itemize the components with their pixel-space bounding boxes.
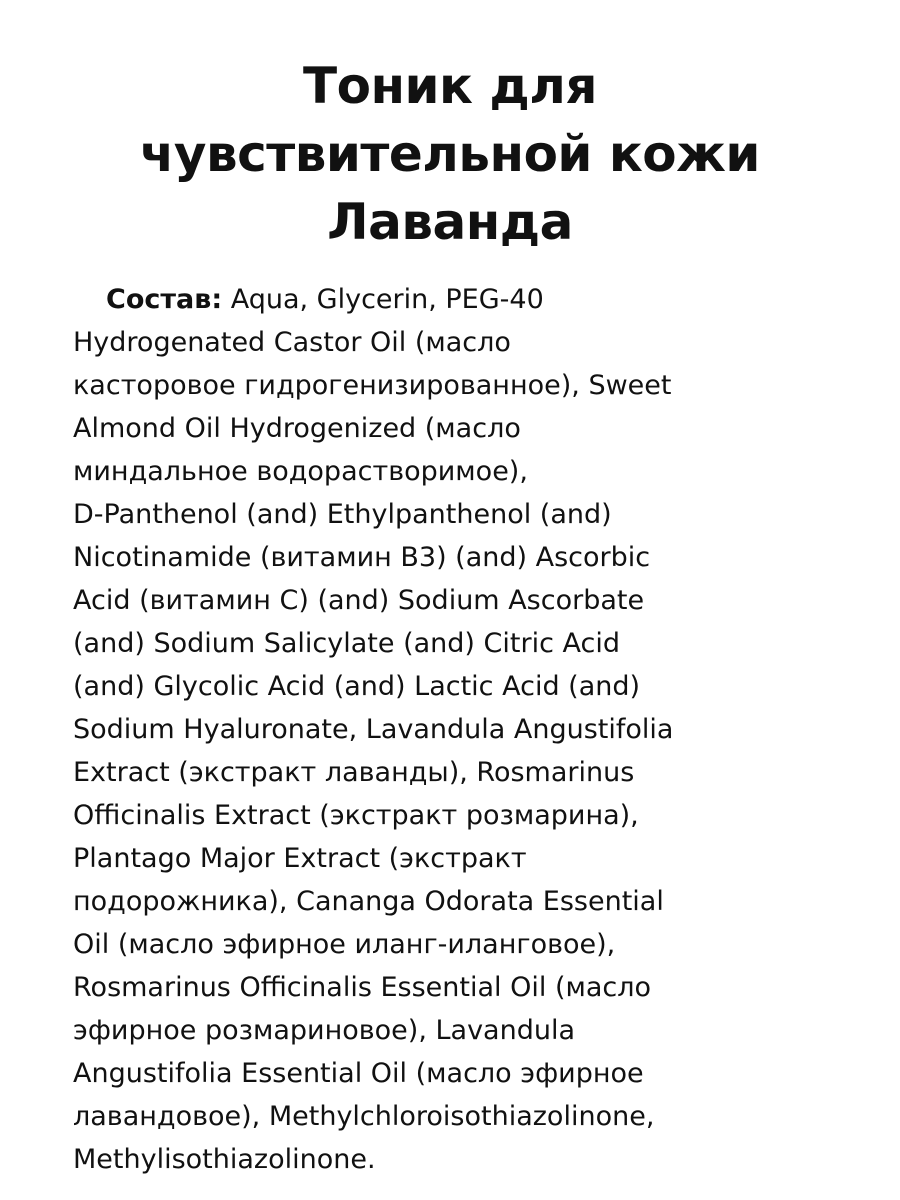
product-title [40, 52, 860, 256]
composition-line: Hydrogenated Castor Oil (масло [73, 327, 511, 358]
composition-line: Officinalis Extract (экстракт розмарина), [73, 800, 639, 831]
composition-line: Aqua, Glycerin, PEG-40 [222, 284, 544, 315]
composition-line: Oil (масло эфирное иланг-иланговое), [73, 929, 616, 960]
product-title-line: Лаванда [327, 193, 573, 251]
composition-line: (and) Glycolic Acid (and) Lactic Acid (and) [73, 671, 641, 702]
composition-label: Состав: [106, 284, 223, 315]
product-title-line: Тоник для [303, 57, 597, 115]
product-title-line: чувствительной кожи [140, 125, 760, 183]
composition-line: Angustifolia Essential Oil (масло эфирное [73, 1058, 644, 1089]
composition-line: Acid (витамин С) (and) Sodium Ascorbate [73, 585, 645, 616]
composition-line: Sodium Hyaluronate, Lavandula Angustifolia [73, 714, 674, 745]
composition-line: Methylisothiazolinone. [73, 1144, 376, 1175]
composition-line: лавандовое), Methylchloroisothiazolinone, [73, 1101, 655, 1132]
composition-line: миндальное водорастворимое), [73, 456, 528, 487]
composition-line: Extract (экстракт лаванды), Rosmarinus [73, 757, 635, 788]
composition-line: Rosmarinus Officinalis Essential Oil (масло [73, 972, 652, 1003]
composition-line: подорожника), Cananga Odorata Essential [73, 886, 664, 917]
composition-line: касторовое гидрогенизированное), Sweet [73, 370, 672, 401]
composition-line: D-Panthenol (and) Ethylpanthenol (and) [73, 499, 612, 530]
composition-line: Nicotinamide (витамин B3) (and) Ascorbic [73, 542, 651, 573]
composition-line: Plantago Major Extract (экстракт [73, 843, 527, 874]
composition-text [73, 278, 853, 1181]
composition-first-line [73, 278, 853, 321]
composition-line: эфирное розмариновое), Lavandula [73, 1015, 576, 1046]
composition-line: Almond Oil Hydrogenized (масло [73, 413, 521, 444]
composition-line: (and) Sodium Salicylate (and) Citric Acid [73, 628, 620, 659]
